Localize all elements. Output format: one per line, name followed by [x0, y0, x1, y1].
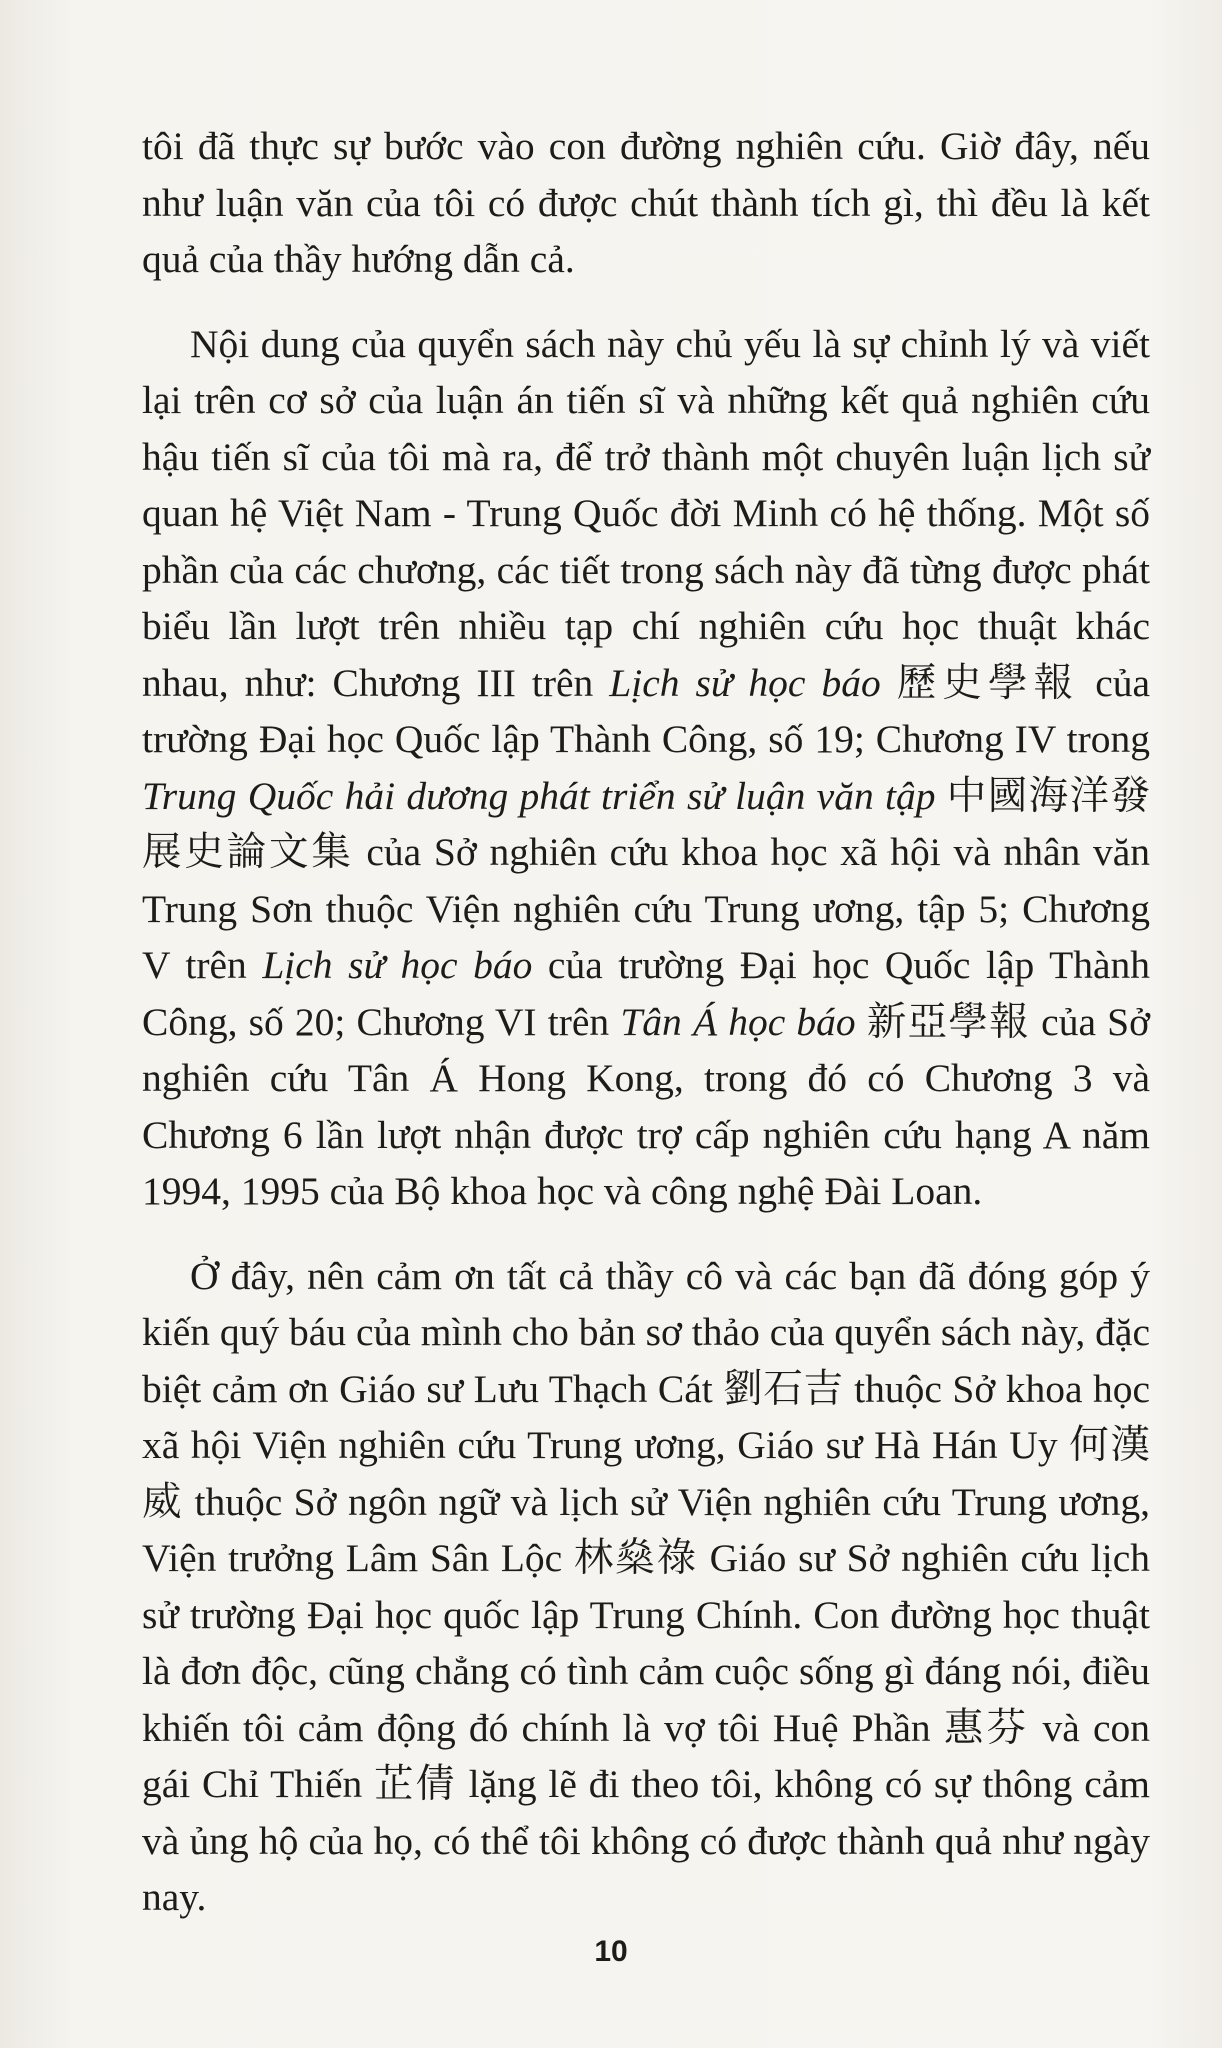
paragraph-2-text-1: Nội dung của quyển sách này chủ yếu là sự chỉnh lý và viết lại trên cơ sở của luận án tiến sĩ và những kết quả nghiên cứu hậu tiến sĩ của tôi mà ra, để trở thành một chuyên luận lịch sử quan hệ Việt Nam - Trung Quốc đời Minh có hệ thống. Một số phần của các chương, các tiết trong sách này đã từng được phát biểu lần lượt trên nhiều tạp chí nghiên cứu học thuật khác nhau, như: Chương III trên: [142, 321, 1150, 705]
paragraph-2-text-3: 中國海洋發展史論文集 của Sở nghiên cứu khoa học xã hội và nhân văn Trung Sơn thuộc Viện nghiên cứu Trung ương, tập 5; Chương V trên: [142, 773, 1151, 987]
paragraph-2-text-5: 新亞學報 của Sở nghiên cứu Tân Á Hong Kong, trong đó có Chương 3 và Chương 6 lần lượt nhận được trợ cấp nghiên cứu hạng A năm 1994, 1995 của Bộ khoa học và công nghệ Đài Loan.: [142, 999, 1150, 1213]
paragraph-2: [142, 316, 1150, 1220]
paragraph-3: Ở đây, nên cảm ơn tất cả thầy cô và các bạn đã đóng góp ý kiến quý báu của mình cho bản sơ thảo của quyển sách này, đặc biệt cảm ơn Giáo sư Lưu Thạch Cát 劉石吉 thuộc Sở khoa học xã hội Viện nghiên cứu Trung ương, Giáo sư Hà Hán Uy 何漢威 thuộc Sở ngôn ngữ và lịch sử Viện nghiên cứu Trung ương, Viện trưởng Lâm Sân Lộc 林燊祿 Giáo sư Sở nghiên cứu lịch sử trường Đại học quốc lập Trung Chính. Con đường học thuật là đơn độc, cũng chẳng có tình cảm cuộc sống gì đáng nói, điều khiến tôi cảm động đó chính là vợ tôi Huệ Phần 惠芬 và con gái Chỉ Thiến 芷倩 lặng lẽ đi theo tôi, không có sự thông cảm và ủng hộ của họ, có thể tôi không có được thành quả như ngày nay.: [142, 1253, 1150, 1919]
journal-title-lich-su-hoc-bao: Lịch sử học báo: [609, 660, 881, 705]
paragraph-2-text-2: 歷史學報 của trường Đại học Quốc lập Thành Công, số 19; Chương IV trong: [142, 660, 1151, 761]
journal-title-tan-a-hoc-bao: Tân Á học báo: [620, 999, 856, 1044]
paragraph-1: tôi đã thực sự bước vào con đường nghiên cứu. Giờ đây, nếu như luận văn của tôi có được chút thành tích gì, thì đều là kết quả của thầy hướng dẫn cả.: [142, 124, 1150, 281]
page-number: 10: [594, 1935, 628, 1968]
journal-title-trung-quoc-hai-duong: Trung Quốc hải dương phát triển sử luận văn tập: [142, 773, 936, 818]
paragraph-2-text-4: của trường Đại học Quốc lập Thành Công, số 20; Chương VI trên: [142, 943, 1150, 1044]
journal-title-lich-su-hoc-bao-2: Lịch sử học báo: [262, 943, 533, 987]
